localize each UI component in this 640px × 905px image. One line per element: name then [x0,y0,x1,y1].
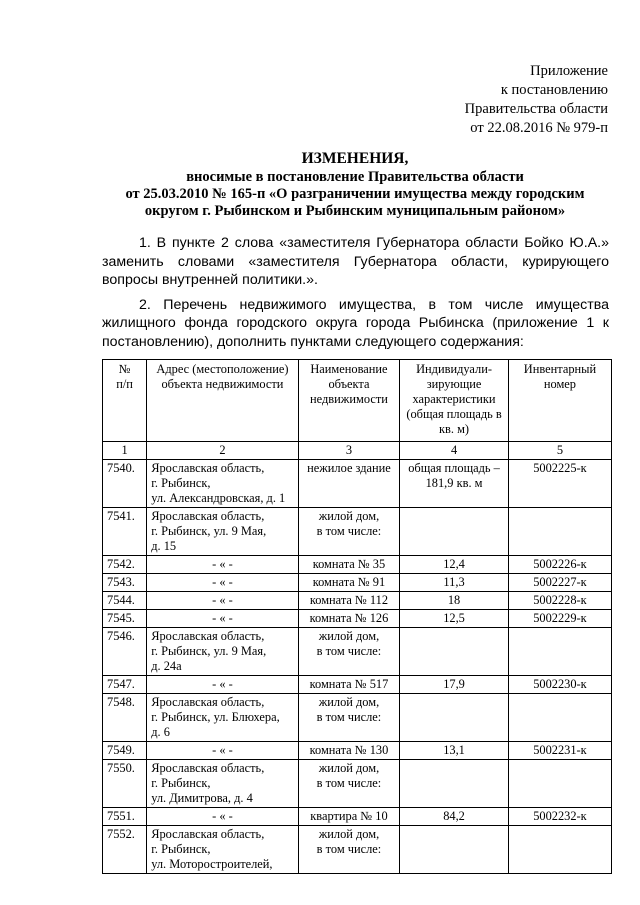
object-name-cell-line: жилой дом, [318,629,380,643]
table-body [103,460,612,874]
row-number: 7551. [103,808,147,826]
header-line: Адрес (местоположение) [156,362,289,376]
address-cell-line: г. Рыбинск, ул. 9 Мая, [151,644,267,658]
characteristics-cell [400,610,509,628]
header-line: (общая площадь в [406,407,502,421]
ditto-mark: - « - [147,574,299,592]
header-line: Индивидуали- [416,362,492,376]
document-title [70,150,640,220]
column-number: 5 [508,442,611,460]
appendix-line: от 22.08.2016 № 979-п [470,120,608,136]
inventory-number [508,826,611,874]
object-name-cell-line: жилой дом, [318,827,380,841]
ditto-mark: - « - [147,808,299,826]
object-name-cell [298,610,399,628]
row-number: 7548. [103,694,147,742]
object-name-cell [298,826,399,874]
object-name-cell-line: комната № 517 [309,677,389,691]
header-line: недвижимости [310,392,388,406]
object-name-cell [298,460,399,508]
inventory-number [508,628,611,676]
inventory-number: 5002229-к [508,610,611,628]
address-cell [147,760,299,808]
ditto-mark: - « - [147,610,299,628]
paragraph-1: 1. В пункте 2 слова «заместителя Губернатора области Бойко Ю.А.» заменить словами «заместителя Губернатора области, курирующего вопросы внутренней политики.». [102,235,609,288]
column-number: 1 [103,442,147,460]
characteristics-cell-line: общая площадь – [408,461,500,475]
object-name-cell-line: комната № 35 [312,557,386,571]
object-name-cell [298,556,399,574]
address-cell-line: д. 15 [151,539,177,553]
object-name-cell [298,508,399,556]
title-line: вносимые в постановление Правительства области [186,169,524,185]
title-main: ИЗМЕНЕНИЯ, [301,150,409,167]
address-cell-line: д. 24а [151,659,182,673]
row-number: 7549. [103,742,147,760]
characteristics-cell [400,694,509,742]
appendix-line: Правительства области [464,101,608,117]
object-name-cell [298,574,399,592]
property-table [102,359,612,874]
table-row [103,628,612,676]
object-name-cell-line: жилой дом, [318,509,380,523]
object-name-cell [298,676,399,694]
characteristics-cell-line: 11,3 [443,575,465,589]
header-line: п/п [116,377,133,391]
header-line: характеристики [412,392,496,406]
characteristics-cell-line: 13,1 [443,743,465,757]
table-row [103,508,612,556]
object-name-cell-line: комната № 126 [309,611,389,625]
column-header [103,360,147,442]
object-name-cell-line: в том числе: [316,842,382,856]
column-header [400,360,509,442]
object-name-cell-line: нежилое здание [307,461,391,475]
characteristics-cell-line: 12,4 [443,557,465,571]
row-number: 7544. [103,592,147,610]
characteristics-cell [400,826,509,874]
address-cell-line: Ярославская область, [151,629,265,643]
address-cell-line: ул. Димитрова, д. 4 [151,791,253,805]
address-cell-line: ул. Моторостроителей, [151,857,273,871]
header-line: кв. м) [439,422,470,436]
characteristics-cell-line: 181,9 кв. м [425,476,483,490]
inventory-number: 5002231-к [508,742,611,760]
characteristics-cell [400,808,509,826]
header-line: № [118,362,131,376]
object-name-cell-line: в том числе: [316,524,382,538]
inventory-number: 5002225-к [508,460,611,508]
header-line: Наименование [310,362,388,376]
row-number: 7546. [103,628,147,676]
inventory-number: 5002226-к [508,556,611,574]
object-name-cell-line: квартира № 10 [310,809,388,823]
inventory-number [508,760,611,808]
address-cell-line: ул. Александровская, д. 1 [151,491,286,505]
address-cell-line: г. Рыбинск, ул. 9 Мая, [151,524,267,538]
object-name-cell-line: комната № 91 [312,575,386,589]
object-name-cell [298,760,399,808]
row-number: 7545. [103,610,147,628]
appendix-line: Приложение [530,63,608,79]
table-row [103,676,612,694]
address-cell-line: Ярославская область, [151,509,265,523]
table-row [103,742,612,760]
address-cell-line: г. Рыбинск, [151,476,211,490]
inventory-number: 5002227-к [508,574,611,592]
table-row [103,826,612,874]
characteristics-cell-line: 84,2 [443,809,465,823]
characteristics-cell-line: 18 [447,593,461,607]
ditto-mark: - « - [147,742,299,760]
row-number: 7542. [103,556,147,574]
address-cell-line: Ярославская область, [151,695,265,709]
inventory-number: 5002232-к [508,808,611,826]
address-cell-line: г. Рыбинск, [151,842,211,856]
address-cell-line: Ярославская область, [151,827,265,841]
ditto-mark: - « - [147,556,299,574]
inventory-number: 5002230-к [508,676,611,694]
object-name-cell-line: в том числе: [316,710,382,724]
appendix-line: к постановлению [500,82,608,98]
table-row [103,760,612,808]
address-cell-line: Ярославская область, [151,761,265,775]
object-name-cell-line: жилой дом, [318,695,380,709]
header-line: Инвентарный [523,362,597,376]
header-line: номер [543,377,577,391]
column-header [298,360,399,442]
characteristics-cell [400,460,509,508]
object-name-cell [298,628,399,676]
column-number: 3 [298,442,399,460]
characteristics-cell [400,760,509,808]
header-line: зирующие [426,377,482,391]
object-name-cell-line: комната № 130 [309,743,389,757]
object-name-cell [298,742,399,760]
object-name-cell [298,694,399,742]
address-cell-line: д. 6 [151,725,170,739]
characteristics-cell [400,556,509,574]
characteristics-cell [400,628,509,676]
row-number: 7552. [103,826,147,874]
address-cell-line: г. Рыбинск, [151,776,211,790]
object-name-cell-line: в том числе: [316,776,382,790]
paragraph-2: 2. Перечень недвижимого имущества, в том числе имущества жилищного фонда городского округа города Рыбинска (приложение 1 к постановлению), дополнить пунктами следующего содержания: [102,296,609,350]
characteristics-cell-line: 17,9 [443,677,465,691]
appendix-block [465,62,608,138]
table-row [103,574,612,592]
inventory-number: 5002228-к [508,592,611,610]
characteristics-cell [400,592,509,610]
table-row [103,610,612,628]
title-line: от 25.03.2010 № 165-п «О разграничении имущества между городским [125,186,585,202]
object-name-cell [298,592,399,610]
address-cell [147,826,299,874]
object-name-cell-line: комната № 112 [309,593,389,607]
address-cell-line: г. Рыбинск, ул. Блюхера, [151,710,280,724]
row-number: 7550. [103,760,147,808]
table-row [103,556,612,574]
table-row [103,592,612,610]
title-line: округом г. Рыбинском и Рыбинским муниципальным районом» [144,203,566,219]
object-name-cell-line: в том числе: [316,644,382,658]
address-cell [147,628,299,676]
characteristics-cell-line: 12,5 [443,611,465,625]
object-name-cell-line: жилой дом, [318,761,380,775]
column-number-row [103,442,612,460]
table-row [103,460,612,508]
table-row [103,808,612,826]
characteristics-cell [400,574,509,592]
column-number: 2 [147,442,299,460]
address-cell [147,508,299,556]
inventory-number [508,508,611,556]
header-line: объекта недвижимости [161,377,284,391]
header-line: объекта [328,377,370,391]
ditto-mark: - « - [147,592,299,610]
row-number: 7547. [103,676,147,694]
address-cell [147,460,299,508]
row-number: 7540. [103,460,147,508]
table-header-row [103,360,612,442]
object-name-cell [298,808,399,826]
inventory-number [508,694,611,742]
table-row [103,694,612,742]
characteristics-cell [400,742,509,760]
address-cell [147,694,299,742]
column-number: 4 [400,442,509,460]
column-header [508,360,611,442]
column-header [147,360,299,442]
address-cell-line: Ярославская область, [151,461,265,475]
characteristics-cell [400,508,509,556]
body-text [102,234,609,357]
row-number: 7541. [103,508,147,556]
characteristics-cell [400,676,509,694]
ditto-mark: - « - [147,676,299,694]
row-number: 7543. [103,574,147,592]
